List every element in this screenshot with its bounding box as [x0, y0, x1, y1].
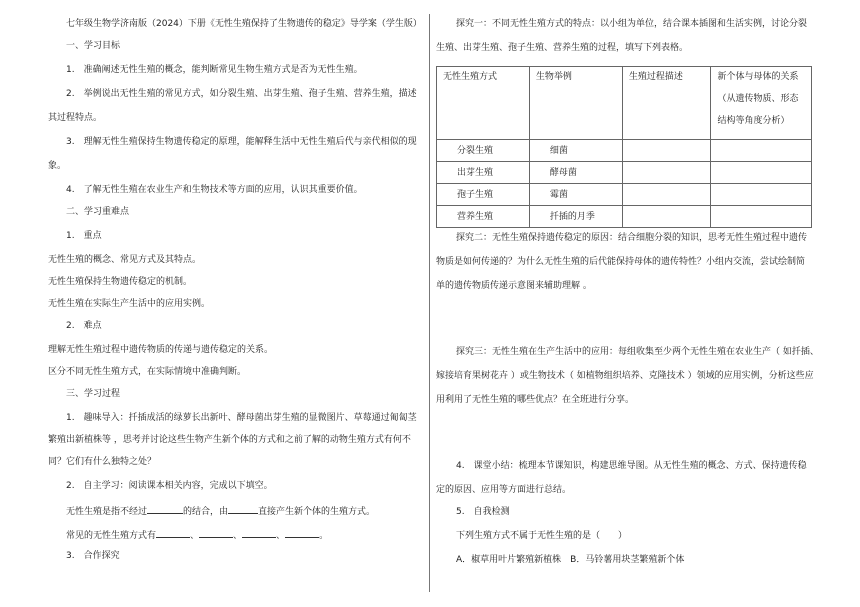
objective-1: 1. 准确阐述无性生殖的概念，能判断常见生物生殖方式是否为无性生殖。	[66, 65, 363, 75]
question-1: 下列生殖方式不属于无性生殖的是（ ）	[456, 531, 628, 541]
header-method: 无性生殖方式	[437, 67, 530, 140]
blank-3[interactable]	[156, 528, 190, 538]
explore-3-line2: 嫁接培育果树花卉 ）或生物技术（ 如植物组织培养、克隆技术 ）领域的应用实例，分析这些应	[436, 371, 814, 381]
key-heading: 1. 重点	[66, 231, 102, 241]
separator-2: 、	[233, 531, 243, 541]
fill-in-methods	[66, 528, 328, 542]
header-relation	[711, 67, 812, 140]
blank-2[interactable]	[228, 504, 258, 514]
row-process-cell[interactable]	[622, 206, 711, 228]
methods-table	[436, 66, 812, 228]
section-heading-key-points: 二、学习重难点	[66, 207, 130, 217]
blank-6[interactable]	[285, 528, 319, 538]
document-title: 七年级生物学济南版（2024）下册《无性生殖保持了生物遗传的稳定》导学案（学生版）	[66, 19, 422, 29]
section-heading-process: 三、学习过程	[66, 389, 121, 399]
row-method: 营养生殖	[437, 206, 530, 228]
objective-3-line2: 象。	[48, 161, 67, 171]
summary-line1: 4. 课堂小结：梳理本节课知识，构建思维导图。从无性生殖的概念、方式、保持遗传稳	[456, 461, 807, 471]
row-method: 分裂生殖	[437, 140, 530, 162]
blank-1[interactable]	[147, 504, 183, 514]
column-divider	[429, 14, 430, 592]
separator-1: 、	[190, 531, 200, 541]
objective-2-line2: 其过程特点。	[48, 113, 103, 123]
self-check-heading: 5. 自我检测	[456, 507, 510, 517]
table-row	[437, 140, 812, 162]
blank-5[interactable]	[242, 528, 276, 538]
blank-4[interactable]	[199, 528, 233, 538]
fill-text-4: 常见的无性生殖方式有	[66, 531, 157, 541]
header-relation-line3: 结构等角度分析）	[717, 116, 790, 126]
row-example: 酵母菌	[529, 162, 622, 184]
row-method: 孢子生殖	[437, 184, 530, 206]
process-3: 3. 合作探究	[66, 551, 120, 561]
row-example: 扦插的月季	[529, 206, 622, 228]
fill-text-3: 直接产生新个体的生殖方式。	[258, 507, 376, 517]
fill-text-1: 无性生殖是指不经过	[66, 507, 148, 517]
key-point-2: 无性生殖保持生物遗传稳定的机制。	[48, 277, 193, 287]
fill-in-definition	[66, 504, 375, 518]
objective-3-line1: 3. 理解无性生殖保持生物遗传稳定的原理，能解释生活中无性生殖后代与亲代相似的现	[66, 137, 417, 147]
row-method: 出芽生殖	[437, 162, 530, 184]
difficulty-heading: 2. 难点	[66, 321, 102, 331]
table-row	[437, 206, 812, 228]
explore-1-line1: 探究一：不同无性生殖方式的特点：以小组为单位，结合课本插图和生活实例，讨论分裂	[456, 19, 808, 29]
process-1-line3: 同？它们有什么独特之处？	[48, 457, 157, 467]
process-2: 2. 自主学习：阅读课本相关内容，完成以下填空。	[66, 481, 273, 491]
header-relation-line2: （从遗传物质、形态	[717, 94, 799, 104]
row-relation-cell[interactable]	[711, 206, 812, 228]
explore-3-line1: 探究三：无性生殖在生产生活中的应用：每组收集至少两个无性生殖在农业生产（ 如扦插、	[456, 347, 819, 357]
row-relation-cell[interactable]	[711, 184, 812, 206]
period: 。	[319, 531, 329, 541]
row-relation-cell[interactable]	[711, 162, 812, 184]
section-heading-objectives: 一、学习目标	[66, 41, 121, 51]
difficulty-1: 理解无性生殖过程中遗传物质的传递与遗传稳定的关系。	[48, 345, 274, 355]
header-example: 生物举例	[529, 67, 622, 140]
key-point-3: 无性生殖在实际生产生活中的应用实例。	[48, 299, 211, 309]
table-header-row	[437, 67, 812, 140]
explore-3-line3: 用利用了无性生殖的哪些优点？在全班进行分享。	[436, 395, 635, 405]
process-1-line1: 1. 趣味导入：扦插成活的绿萝长出新叶、酵母菌出芽生殖的显微图片、草莓通过匍匐茎	[66, 413, 417, 423]
row-process-cell[interactable]	[622, 162, 711, 184]
row-relation-cell[interactable]	[711, 140, 812, 162]
fill-text-2: 的结合，由	[183, 507, 229, 517]
table-row	[437, 184, 812, 206]
header-relation-line1: 新个体与母体的关系	[717, 72, 799, 82]
row-example: 细菌	[529, 140, 622, 162]
summary-line2: 定的原因、应用等方面进行总结。	[436, 485, 572, 495]
explore-2-line1: 探究二：无性生殖保持遗传稳定的原因：结合细胞分裂的知识，思考无性生殖过程中遗传	[456, 233, 808, 243]
row-process-cell[interactable]	[622, 184, 711, 206]
header-process: 生殖过程描述	[622, 67, 711, 140]
explore-2-line2: 物质是如何传递的？为什么无性生殖的后代能保持母体的遗传特性？小组内交流，尝试绘制简	[436, 257, 806, 267]
row-process-cell[interactable]	[622, 140, 711, 162]
separator-3: 、	[276, 531, 286, 541]
process-1-line2: 繁殖出新植株等 ，思考并讨论这些生物产生新个体的方式和之前了解的动物生殖方式有何不	[48, 435, 411, 445]
explore-1-line2: 生殖、出芽生殖、孢子生殖、营养生殖的过程，填写下列表格。	[436, 43, 689, 53]
table-row	[437, 162, 812, 184]
difficulty-2: 区分不同无性生殖方式，在实际情境中准确判断。	[48, 367, 247, 377]
explore-2-line3: 单的遗传物质传递示意图来辅助理解 。	[436, 281, 592, 291]
objective-4: 4. 了解无性生殖在农业生产和生物技术等方面的应用，认识其重要价值。	[66, 185, 363, 195]
question-1-options-ab: A．椒草用叶片繁殖新植株 B．马铃薯用块茎繁殖新个体	[456, 555, 685, 565]
row-example: 霉菌	[529, 184, 622, 206]
objective-2-line1: 2. 举例说出无性生殖的常见方式，如分裂生殖、出芽生殖、孢子生殖、营养生殖，描述	[66, 89, 417, 99]
key-point-1: 无性生殖的概念、常见方式及其特点。	[48, 255, 202, 265]
